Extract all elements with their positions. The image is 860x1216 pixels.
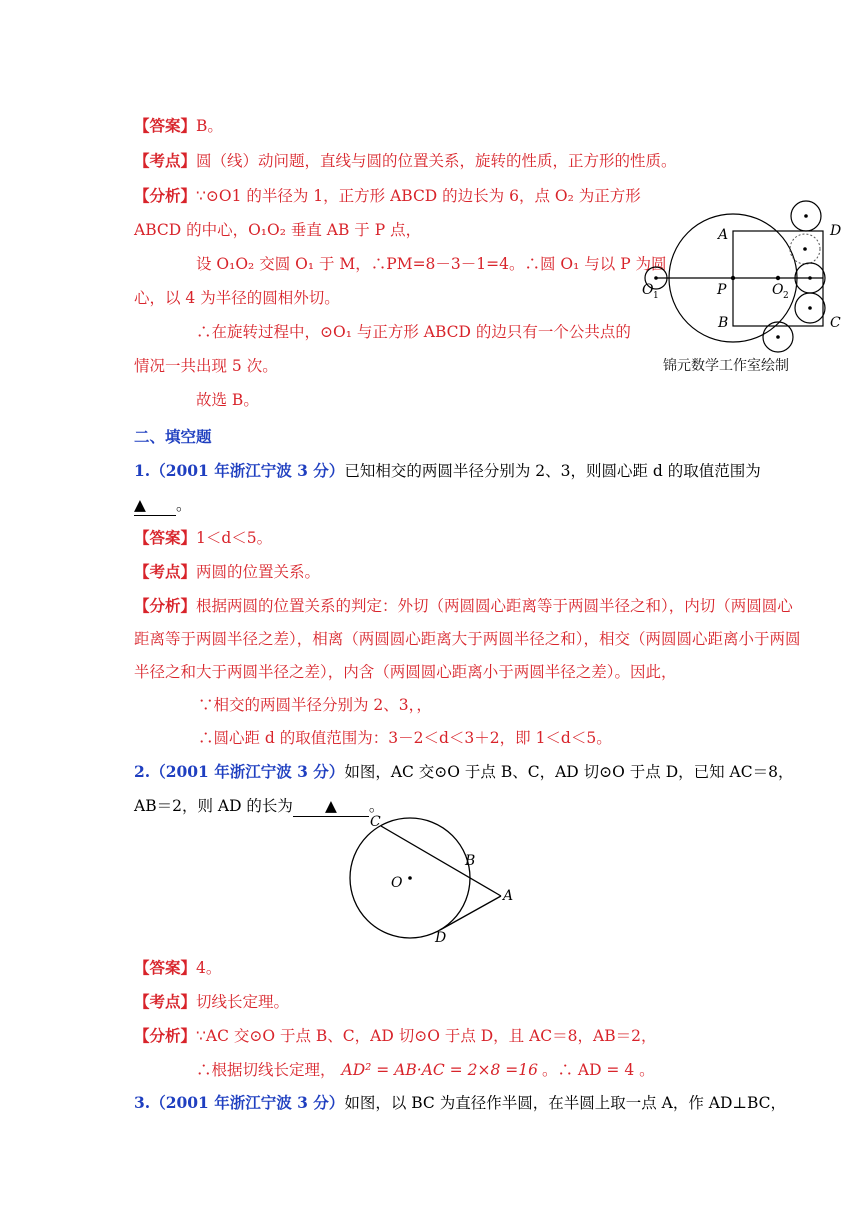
label-a: A <box>503 888 514 904</box>
analysis-line-3: 设 O₁O₂ 交圆 O₁ 于 M，∴PM=8－3－1=4。∴圆 O₁ 与以 P 为圆 <box>196 255 667 273</box>
q2-answer-tag: 【答案】 <box>134 958 197 977</box>
label-o2-sub: 2 <box>783 291 789 301</box>
analysis-line-7: 故选 B。 <box>196 391 259 409</box>
q1-stem-line-2 <box>134 495 192 516</box>
q3-number: 3. <box>134 1093 151 1112</box>
label-p: P <box>717 282 727 298</box>
q1-analysis-line-5: ∴圆心距 d 的取值范围为：3－2＜d＜3＋2，即 1＜d＜5。 <box>198 729 612 747</box>
kaodian-line <box>134 151 677 171</box>
answer-tag: 【答案】 <box>134 116 197 135</box>
label-b: B <box>718 315 729 331</box>
label-d: D <box>435 930 447 944</box>
triangle-icon: ▲ <box>134 496 146 514</box>
q1-source: （2001 年浙江宁波 3 分） <box>150 461 345 480</box>
figure-square-circles <box>636 200 858 380</box>
q3-source: （2001 年浙江宁波 3 分） <box>150 1093 345 1112</box>
answer-value: B。 <box>196 117 223 135</box>
label-o2: O <box>772 282 784 298</box>
q2-kaodian-tag: 【考点】 <box>134 992 197 1011</box>
analysis-line-4: 心，以 4 为半径的圆相外切。 <box>134 289 340 307</box>
label-o1-sub: 1 <box>653 291 659 301</box>
q2-analysis-line-1 <box>134 1026 656 1046</box>
q2-source: （2001 年浙江宁波 3 分） <box>150 762 345 781</box>
q2-answer-line <box>134 958 221 978</box>
q1-analysis-line-3: 半径之和大于两圆半径之差），内含（两圆圆心距离小于两圆半径之差）。因此， <box>134 663 677 681</box>
analysis-line-2: ABCD 的中心，O₁O₂ 垂直 AB 于 P 点， <box>134 221 422 239</box>
analysis-line-5: ∴在旋转过程中，⊙O₁ 与正方形 ABCD 的边只有一个公共点的 <box>196 323 631 341</box>
q2-formula: AD² = AB·AC = 2×8 =16 <box>341 1061 538 1079</box>
triangle-icon: ▲ <box>324 797 337 815</box>
q1-number: 1. <box>134 461 151 480</box>
q1-kaodian-tag: 【考点】 <box>134 562 197 581</box>
q2-end: 。 <box>368 797 385 815</box>
q2-analysis-text: ∵AC 交⊙O 于点 B、C，AD 切⊙O 于点 D，且 AC＝8，AB＝2， <box>196 1027 657 1045</box>
analysis-tag: 【分析】 <box>134 186 197 205</box>
q1-answer: 1＜d＜5。 <box>196 529 273 547</box>
q2-stem-2: AB＝2，则 AD 的长为 <box>134 797 293 815</box>
analysis-text: ∵⊙O1 的半径为 1，正方形 ABCD 的边长为 6，点 O₂ 为正方形 <box>196 187 641 205</box>
q1-stem-line-1 <box>134 461 761 481</box>
q2-analysis-tag: 【分析】 <box>134 1026 197 1045</box>
q2-kaodian-line <box>134 992 289 1012</box>
q1-analysis-text: 根据两圆的位置关系的判定：外切（两圆圆心距离等于两圆半径之和），内切（两圆圆心 <box>196 597 793 615</box>
tangent-da <box>440 896 501 930</box>
kaodian-tag: 【考点】 <box>134 151 197 170</box>
kaodian-text: 圆（线）动问题，直线与圆的位置关系，旋转的性质，正方形的性质。 <box>196 152 677 170</box>
q2-number: 2. <box>134 762 151 781</box>
q1-analysis-line-4: ∵相交的两圆半径分别为 2、3，， <box>198 696 432 714</box>
label-c: C <box>830 315 841 331</box>
q1-answer-line <box>134 528 272 548</box>
figure-caption: 锦元数学工作室绘制 <box>663 358 789 374</box>
label-o1: O <box>642 282 654 298</box>
analysis-line-1 <box>134 186 641 206</box>
q2-analysis-line-2 <box>196 1060 655 1080</box>
q1-answer-tag: 【答案】 <box>134 528 197 547</box>
label-o: O <box>391 875 403 891</box>
label-c: C <box>370 814 381 830</box>
q2-analysis-2a: ∴根据切线长定理， <box>196 1061 336 1079</box>
answer-line <box>134 116 223 136</box>
q1-analysis-line-1 <box>134 596 793 616</box>
q1-analysis-tag: 【分析】 <box>134 596 197 615</box>
figure-circle-tangent <box>348 812 526 944</box>
q2-answer: 4。 <box>196 959 222 977</box>
q1-end: 。 <box>176 496 192 514</box>
section-title: 二、填空题 <box>134 427 212 446</box>
q2-analysis-2c: 。∴ AD = 4 。 <box>541 1061 655 1079</box>
q2-stem-line-1 <box>134 762 793 782</box>
q3-stem-line-1 <box>134 1093 786 1113</box>
q2-stem-line-2 <box>134 796 384 817</box>
label-d: D <box>830 223 842 239</box>
label-a: A <box>718 227 729 243</box>
label-b: B <box>465 853 476 869</box>
q3-stem: 如图，以 BC 为直径作半圆，在半圆上取一点 A，作 AD⊥BC， <box>344 1094 786 1112</box>
q2-stem: 如图，AC 交⊙O 于点 B、C，AD 切⊙O 于点 D，已知 AC＝8， <box>344 763 794 781</box>
analysis-line-6: 情况一共出现 5 次。 <box>134 357 278 375</box>
q1-kaodian: 两圆的位置关系。 <box>196 563 321 581</box>
q1-stem: 已知相交的两圆半径分别为 2、3，则圆心距 d 的取值范围为 <box>344 462 761 480</box>
q1-kaodian-line <box>134 562 320 582</box>
q1-analysis-line-2: 距离等于两圆半径之差），相离（两圆圆心距离大于两圆半径之和），相交（两圆圆心距离小于两圆 <box>134 630 801 648</box>
q1-blank <box>134 495 176 516</box>
q2-kaodian: 切线长定理。 <box>196 993 290 1011</box>
